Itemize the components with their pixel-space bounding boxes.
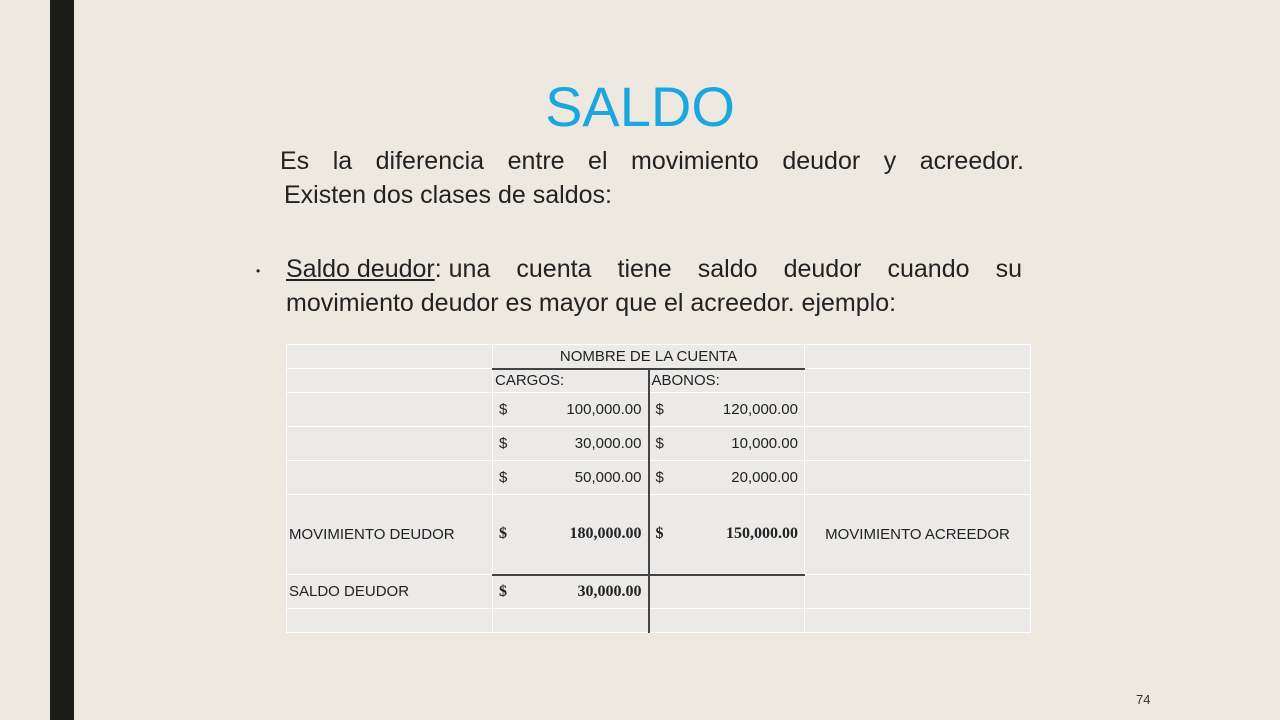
cargo-cell: $ 50,000.00 bbox=[493, 461, 649, 495]
saldo-deudor-label: SALDO DEUDOR bbox=[287, 575, 493, 609]
account-name-header: NOMBRE DE LA CUENTA bbox=[493, 345, 805, 369]
table-row bbox=[287, 369, 1031, 393]
table-row bbox=[287, 345, 1031, 369]
intro-line-2: Existen dos clases de saldos: bbox=[284, 181, 612, 209]
table-row bbox=[287, 575, 1031, 609]
table-row bbox=[287, 461, 1031, 495]
cargo-cell: $ 30,000.00 bbox=[493, 427, 649, 461]
abono-cell: $ 20,000.00 bbox=[649, 461, 805, 495]
bullet-paragraph bbox=[286, 252, 1022, 320]
mov-acreedor-total: $ 150,000.00 bbox=[649, 495, 805, 575]
abono-cell: $ 10,000.00 bbox=[649, 427, 805, 461]
ledger-table bbox=[286, 344, 1031, 633]
table-row bbox=[287, 427, 1031, 461]
bullet-term: Saldo deudor bbox=[286, 255, 435, 283]
table-row bbox=[287, 609, 1031, 633]
slide-title: SALDO bbox=[545, 75, 735, 138]
intro-paragraph bbox=[280, 144, 1024, 212]
bullet-dot-icon: • bbox=[256, 264, 261, 278]
saldo-deudor-value: $ 30,000.00 bbox=[493, 575, 649, 609]
mov-deudor-total: $ 180,000.00 bbox=[493, 495, 649, 575]
bullet-line-2: movimiento deudor es mayor que el acreedor. ejemplo: bbox=[286, 289, 897, 317]
cargo-cell: $ 100,000.00 bbox=[493, 393, 649, 427]
page-number: 74 bbox=[1136, 692, 1151, 707]
abono-cell: $ 120,000.00 bbox=[649, 393, 805, 427]
mov-deudor-label: MOVIMIENTO DEUDOR bbox=[287, 495, 493, 575]
table-row bbox=[287, 495, 1031, 575]
table-row bbox=[287, 393, 1031, 427]
bullet-line-1: Saldo deudor: una cuenta tiene saldo deudor cuando su bbox=[286, 255, 1022, 283]
mov-acreedor-label: MOVIMIENTO ACREEDOR bbox=[805, 495, 1031, 575]
cargos-header: CARGOS: bbox=[493, 369, 649, 393]
abonos-header: ABONOS: bbox=[649, 369, 805, 393]
intro-line-1: Es la diferencia entre el movimiento deudor y acreedor. bbox=[280, 147, 1024, 175]
